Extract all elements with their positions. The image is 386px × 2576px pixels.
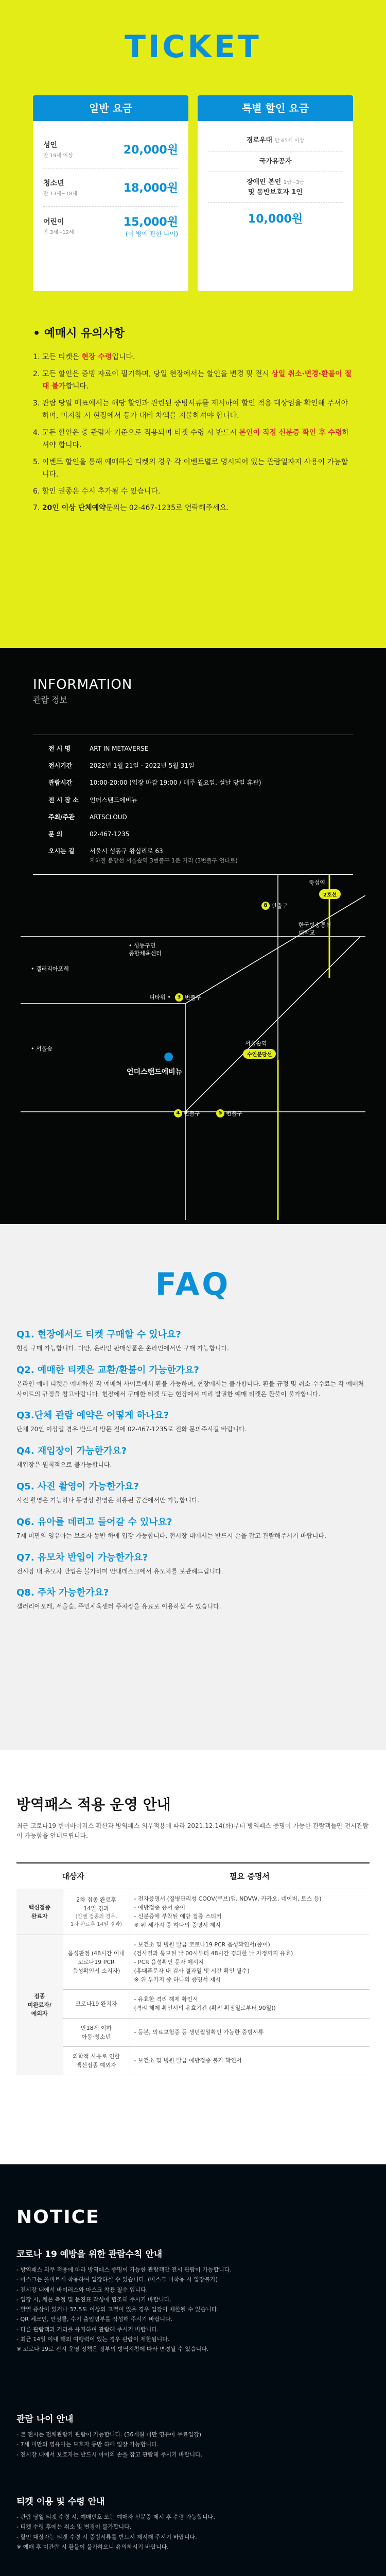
exit-marker: 4 번출구	[174, 1109, 200, 1117]
line2-badge: 2호선	[319, 889, 341, 899]
quarantine-pass-section	[0, 1750, 386, 2164]
booking-notice-list	[33, 351, 353, 515]
fare-price: 20,000원	[123, 144, 178, 157]
faq-item	[16, 1585, 370, 1612]
table-row: 백신접종 완료자 2차 접종 완료후 14일 경과 (얀센 접종의 경우, 1차 완료후 14일 경과) - 전자증명서 (질병관리청 COOV(쿠브)앱, NDVW, 카카오, 네이버, 토스 등) - 예방접종 증서 종이 - 신분증에 부착된 예방 접종 스티커 ※ 위 세가지 중 하나의 증명서 제시	[16, 1889, 370, 1935]
info-row: 주최/주관 ARTSCLOUD	[48, 813, 127, 821]
table-row: 의학적 사유로 인한 백신접종 예외자 - 보건소 및 병원 발급 예방접종 불가 확인서	[16, 2046, 370, 2075]
fare-price: 18,000원	[123, 182, 178, 195]
faq-item	[16, 1327, 370, 1354]
bundang-line-badge: 수인분당선	[243, 1049, 276, 1059]
special-label: 장애인 본인	[246, 178, 282, 186]
faq-answer: 7세 미만의 영유아는 보호자 동반 하에 입장 가능합니다. 전시장 내에서는 반드시 손을 잡고 관람해주시기 바랍니다.	[16, 1532, 326, 1539]
special-row-disabled	[208, 172, 343, 203]
info-row: 문 의 02-467-1235	[48, 830, 130, 838]
fare-note: (이 방에 관한 나이)	[126, 230, 178, 238]
special-row-veteran	[208, 151, 343, 173]
faq-question: Q3.단체 관람 예약은 어떻게 하나요?	[16, 1410, 169, 1421]
faq-item	[16, 1363, 370, 1400]
special-sub: 만 65세 이상	[274, 138, 305, 144]
faq-question: Q4. 재입장이 가능한가요?	[16, 1446, 127, 1457]
fare-label: 성인	[43, 141, 58, 149]
info-row: 전 시 명 ART IN METAVERSE	[48, 745, 149, 752]
special-price: 10,000원	[248, 213, 303, 226]
info-row: 전 시 장 소 언더스탠드에비뉴	[48, 796, 137, 804]
univ-label: 한국방송통신 대학교	[299, 922, 331, 937]
fare-price: 15,000원	[123, 216, 178, 229]
info-row: 전시기간 2022년 1월 21일 - 2022년 5월 31일	[48, 762, 195, 770]
notice-item: 5. 이벤트 할인을 통해 예매하신 티켓의 경우 각 이벤트별로 명시되어 있는 관람일자지 사용이 가능합니다.	[33, 457, 348, 479]
faq-answer: 현장 구매 가능합니다. 다만, 온라인 판매상품은 온라인에서만 구매 가능합니다.	[16, 1345, 229, 1352]
notice-block-ticket	[16, 2494, 370, 2552]
faq-question: Q8. 주차 가능한가요?	[16, 1587, 109, 1599]
faq-question: Q5. 사진 촬영이 가능한가요?	[16, 1481, 139, 1492]
notice-body: - 관람 당일 티켓 수령 시, 예매번호 또는 예매자 신분증 제시 후 수령 가능합니다. - 티켓 수령 후에는 취소 및 변경이 불가합니다. - 할인 대상자는 티켓 수령 시 증빙서류를 반드시 제시해 주시기 바랍니다. ※ 예매 후 미관람 시 환불이 불가하오니 유의하시기 바랍니다.	[16, 2514, 215, 2550]
general-fare-card	[33, 95, 188, 291]
table-row: 접종 미완료자/ 예외자 음성판정 (48시간 이내 코로나19 PCR 음성확인서 소지자) - 보건소 및 병원 발급 코로나19 PCR 음성확인서(종이) (검사결과 통보된 날 00시부터 48시간 경과한 날 자정까지 유효) - PCR 음성확인 문자 메시지 (휴대폰문자 내 검사 결과일 및 시간 확인 필수) ※ 위 두가지 중 하나의 증명서 제시	[16, 1935, 370, 1990]
station-bottom: 서울숲역	[245, 1040, 267, 1047]
booking-notice-title: • 예매시 유의사항	[33, 327, 125, 340]
station-top: 뚝섬역	[309, 879, 325, 886]
pass-table	[16, 1862, 370, 2075]
fare-sub: 만 3세~12세	[43, 229, 74, 235]
notice-section	[0, 2164, 386, 2576]
dtower-label: 디타워 •	[149, 994, 171, 1001]
fare-label: 어린이	[43, 217, 64, 226]
ticket-title: TICKET	[125, 29, 261, 65]
notice-item: 2. 모든 할인은 증빙 자료이 필기하며, 당일 현장에서는 할인을 변경 및 전시 상일 취소·변경·환불이 절대 불가합니다.	[33, 369, 352, 391]
special-label-2: 및 동반보호자 1인	[248, 188, 303, 196]
notice-heading: 관람 나이 안내	[16, 2414, 74, 2425]
table-row: 코로나19 완치자 - 유효한 격리 해제 확인서 (격리 해제 확인서의 유효기간 (확진 확정일로부터 90일))	[16, 1990, 370, 2018]
notice-body: - 방역패스 의무 적용에 따라 방역패스 증명이 가능한 관람객만 전시 관람이 가능합니다. - 마스크는 올바르게 착용하여 입장하실 수 있습니다. (마스크 미착용 시 입장불가) - 전시장 내에서 바이러스와 마스크 착용 필수 입니다. - 입장 시, 체온 측정 및 문진표 작성에 협조해 주시기 바랍니다. - 발열 증상이 있거나 37.5도 이상의 고열이 있을 경우 입장이 제한될 수 있습니다. - QR 체크인, 안심콜, 수기 출입명부를 작성해 주시기 바랍니다. - 다른 관람객과 거리를 유지하며 관람해 주시기 바랍니다. - 최근 14일 이내 해외 여행력이 있는 경우 관람이 제한됩니다. ※ 코로나 19로 전시 운영 정책은 정부의 방역지침에 따라 변경될 수 있습니다.	[16, 2266, 232, 2352]
fare-row-adult	[43, 130, 178, 168]
fare-row-child	[43, 207, 178, 245]
notice-item: 4. 모든 할인은 중 관람자 기준으로 적용되며 티켓 수령 시 반드시 본인이 직접 신분증 확인 후 수령하셔야 합니다.	[33, 428, 349, 449]
notice-title: NOTICE	[16, 2207, 100, 2228]
faq-question: Q7. 유모차 반입이 가능한가요?	[16, 1552, 148, 1563]
notice-item: 3. 관람 당일 매표에서는 해당 할인과 관련된 증빙서류를 제시하여 할인 적용 대상임을 확인해 주셔야 하며, 미지참 시 현장에서 등가 대비 차액을 지불하셔야 합니다.	[33, 399, 348, 420]
location-map[interactable]	[21, 875, 365, 1220]
notice-body: - 본 전시는 전체관람가 관람이 가능합니다. (36개월 미만 영유아 무료입장) - 7세 미만의 영유아는 보호자 동반 하에 입장 가능합니다. - 전시장 내에서 보호자는 반드시 아이의 손을 잡고 관람해 주시기 바랍니다.	[16, 2431, 203, 2458]
pass-title: 방역패스 적용 운영 안내	[16, 1796, 171, 1813]
info-table	[33, 735, 353, 875]
special-row-senior	[208, 130, 343, 151]
faq-answer: 전시장 내 유모차 반입은 불가하며 안내데스크에서 유모차를 보관해드립니다.	[16, 1567, 223, 1575]
exit-marker: 3 번출구	[175, 993, 201, 1002]
faq-answer: 갤러리아포레, 서울숲, 주민체육센터 주차장을 유료로 이용하실 수 있습니다.	[16, 1603, 221, 1611]
special-label: 경로우대	[246, 137, 272, 144]
pass-description: 최근 코로나19 변이바이러스 확산과 방역패스 의무적용에 따라 2021.12.14(화)부터 방역패스 증명이 가능한 관람객들만 전시관람이 가능함을 안내드립니다.	[16, 1822, 369, 1840]
ticket-cards	[33, 95, 353, 291]
pass-col-docs: 필요 증명서	[130, 1863, 370, 1889]
notice-item: 7. 20인 이상 단체예약문의는 02-467-1235로 연락해주세요.	[33, 504, 229, 512]
info-row: 관람시간 10:00-20:00 (입장 마감 19:00 / 매주 월요일, 설날 당일 휴관)	[48, 779, 261, 787]
venue-label: 언더스탠드에비뉴	[127, 1068, 183, 1076]
fare-sub: 만 19세 이상	[43, 153, 73, 159]
faq-section	[0, 1224, 386, 1750]
faq-item	[16, 1550, 370, 1577]
booking-notice	[33, 325, 353, 519]
faq-title: FAQ	[155, 1266, 231, 1302]
faq-question: Q6. 유아를 데리고 들어갈 수 있나요?	[16, 1516, 172, 1528]
notice-block-age	[16, 2412, 370, 2460]
general-fare-heading: 일반 요금	[33, 95, 188, 121]
notice-block-covid	[16, 2247, 370, 2354]
faq-list	[16, 1327, 370, 1621]
faq-item	[16, 1408, 370, 1435]
notice-item: 1. 모든 티켓은 현장 수령입니다.	[33, 353, 135, 361]
faq-item	[16, 1515, 370, 1541]
fare-row-youth	[43, 168, 178, 207]
table-row: 만18세 이하 아동·청소년 - 등본, 의료보험증 등 생년월일확인 가능한 증빙서류	[16, 2018, 370, 2046]
venue-pin-icon: ●	[164, 1050, 174, 1063]
notice-heading: 코로나 19 예방을 위한 관람수칙 안내	[16, 2249, 163, 2260]
seoulsup-label: • 서울숲	[31, 1045, 52, 1052]
pass-col-target: 대상자	[16, 1863, 130, 1889]
special-fare-heading: 특별 할인 요금	[198, 95, 353, 121]
fare-label: 청소년	[43, 179, 64, 188]
special-sub: 1급~3급	[283, 180, 305, 185]
faq-answer: 온라인 예매 티켓은 예매하신 각 예매처 사이트에서 환불 가능하며, 현장에서는 불가합니다. 환불 규정 및 취소 수수료는 각 예매처 사이트의 규정을 참고바랍니다. 현장에서 구매한 티켓 또는 현장에서 미리 발권한 예매 티켓은 환불이 불가합니다.	[16, 1380, 364, 1398]
notice-item: 6. 할인 권종은 수시 추가될 수 있습니다.	[33, 487, 161, 496]
fare-sub: 만 13세~18세	[43, 191, 77, 197]
school-label: • 성동구민 종합체육센터	[129, 942, 162, 957]
special-fare-card	[198, 95, 353, 291]
info-subtitle: 관람 정보	[33, 695, 67, 705]
ticket-section	[0, 0, 386, 648]
faq-question: Q1. 현장에서도 티켓 구매할 수 있나요?	[16, 1329, 181, 1340]
notice-heading: 티켓 이용 및 수령 안내	[16, 2497, 105, 2507]
info-title: INFORMATION	[33, 677, 133, 692]
exit-marker: 8 번출구	[261, 902, 288, 910]
faq-answer: 재입장은 원칙적으로 불가능합니다.	[16, 1461, 112, 1469]
faq-item	[16, 1479, 370, 1506]
gallery-label: • 갤러리아포레	[31, 965, 69, 972]
faq-item	[16, 1444, 370, 1470]
faq-question: Q2. 예매한 티켓은 교환/환불이 가능한가요?	[16, 1364, 199, 1376]
exit-marker: 5 번출구	[216, 1109, 242, 1117]
info-row: 오시는 길 서울시 성동구 왕십리로 63 지하철 분당선 서울숲역 3번출구 1분 거리 (3번출구 언더로)	[48, 848, 238, 865]
information-section	[0, 648, 386, 1224]
faq-answer: 사진 촬영은 가능하나 동영상 촬영은 허용된 공간에서만 가능합니다.	[16, 1496, 200, 1504]
faq-answer: 단체 20인 이상일 경우 반드시 방문 전에 02-467-1235로 전화 문의주시길 바랍니다.	[16, 1426, 247, 1433]
special-label: 국가유공자	[259, 157, 292, 165]
